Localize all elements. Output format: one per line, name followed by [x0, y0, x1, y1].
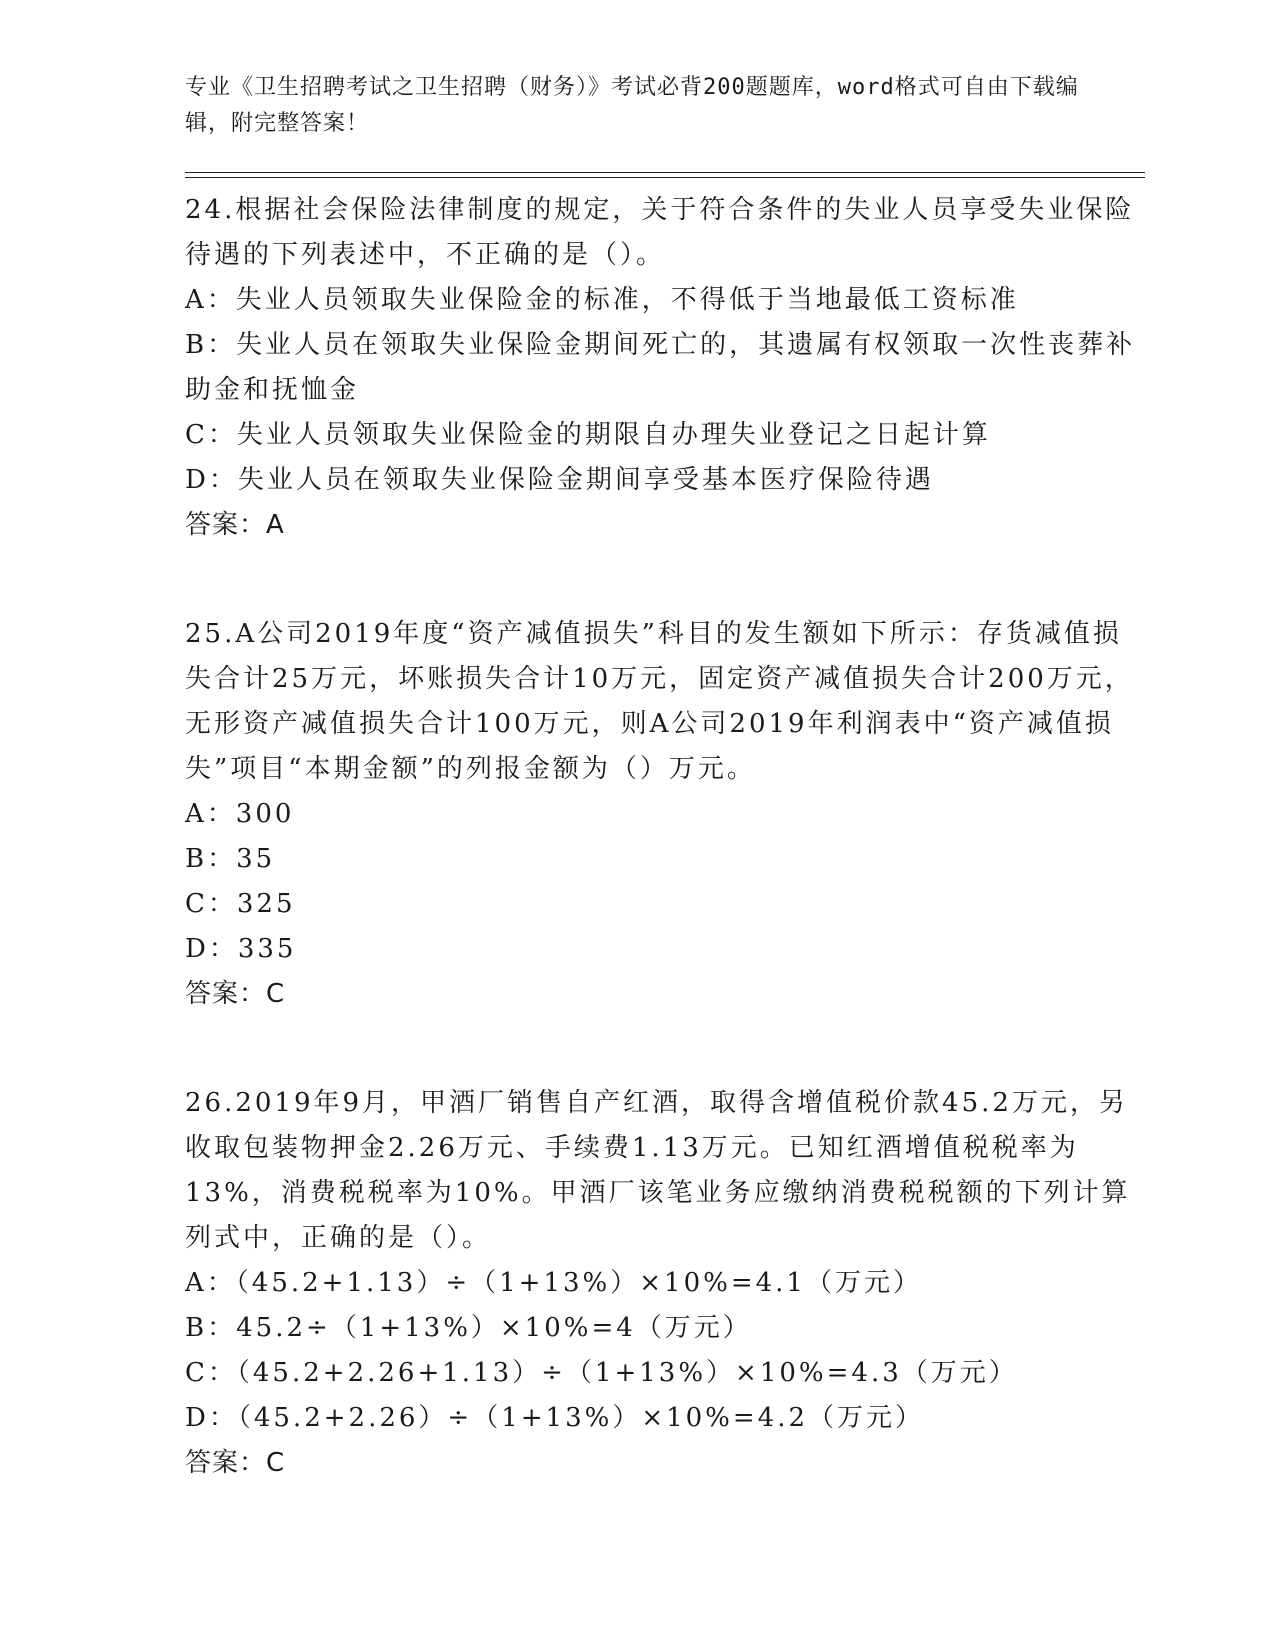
document-header: 专业《卫生招聘考试之卫生招聘（财务）》考试必背200题题库，word格式可自由下载编辑，附完整答案！	[185, 75, 1079, 136]
question-text: 26.2019年9月，甲酒厂销售自产红酒，取得含增值税价款45.2万元，另收取包装物押金2.26万元、手续费1.13万元。已知红酒增值税税率为13%，消费税税率为10%。甲酒厂该笔业务应缴纳消费税税额的下列计算列式中，正确的是（）。	[185, 1088, 1131, 1253]
option-b: B：35	[185, 844, 276, 874]
option-c: C：325	[185, 889, 296, 919]
question-26	[185, 1081, 1145, 1486]
option-a: A：失业人员领取失业保险金的标准，不得低于当地最低工资标准	[185, 285, 1019, 315]
option-d: D：335	[185, 934, 297, 964]
option-a: A：（45.2+1.13）÷（1+13%）×10%=4.1（万元）	[185, 1268, 922, 1298]
answer: 答案：C	[185, 979, 286, 1009]
option-c: C：（45.2+2.26+1.13）÷（1+13%）×10%=4.3（万元）	[185, 1358, 1018, 1388]
header-divider	[185, 172, 1145, 178]
option-d: D：（45.2+2.26）÷（1+13%）×10%=4.2（万元）	[185, 1403, 925, 1433]
option-a: A：300	[185, 799, 295, 829]
question-25	[185, 612, 1145, 1017]
option-b: B：失业人员在领取失业保险金期间死亡的，其遗属有权领取一次性丧葬补助金和抚恤金	[185, 330, 1136, 405]
option-b: B：45.2÷（1+13%）×10%=4（万元）	[185, 1313, 752, 1343]
question-24	[185, 188, 1145, 548]
option-c: C：失业人员领取失业保险金的期限自办理失业登记之日起计算	[185, 420, 991, 450]
question-text: 25.A公司2019年度“资产减值损失”科目的发生额如下所示：存货减值损失合计25万元，坏账损失合计10万元，固定资产减值损失合计200万元，无形资产减值损失合计100万元，则A公司2019年利润表中“资产减值损失”项目“本期金额”的列报金额为（）万元。	[185, 619, 1134, 784]
question-text: 24.根据社会保险法律制度的规定，关于符合条件的失业人员享受失业保险待遇的下列表述中，不正确的是（）。	[185, 195, 1135, 270]
document-page	[185, 70, 1145, 1486]
divider-line-top	[185, 172, 1145, 173]
answer: 答案：C	[185, 1448, 286, 1478]
option-d: D：失业人员在领取失业保险金期间享受基本医疗保险待遇	[185, 465, 934, 495]
answer: 答案：A	[185, 510, 285, 540]
divider-line-bottom	[185, 177, 1145, 178]
